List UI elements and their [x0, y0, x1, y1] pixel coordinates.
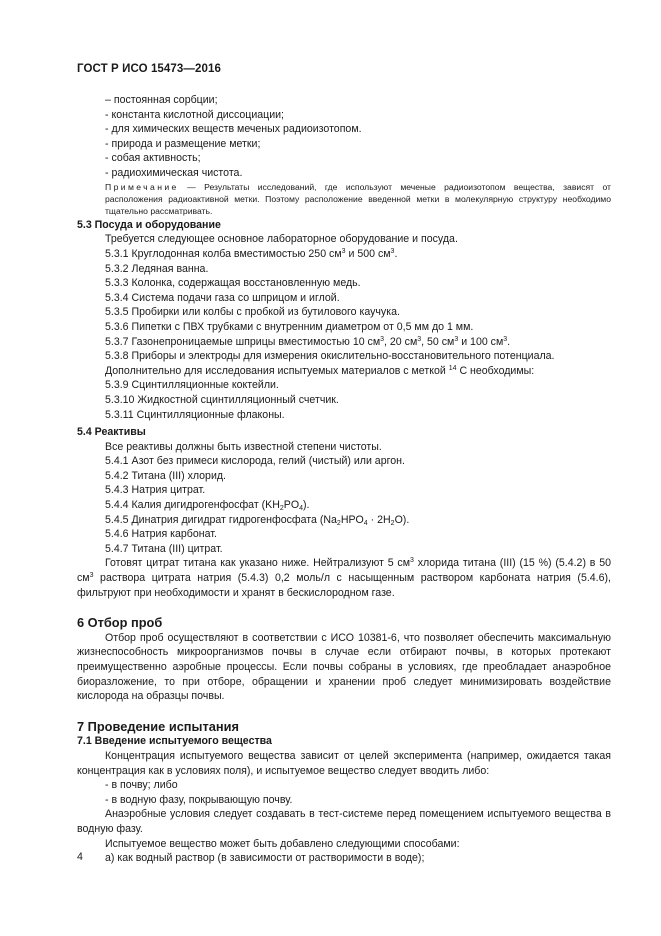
- list-item: 5.3.10 Жидкостной сцинтилляционный счетчик.: [105, 393, 339, 406]
- section-7-1-title: 7.1 Введение испытуемого вещества: [77, 735, 272, 748]
- page-number: 4: [77, 851, 83, 863]
- list-item: - в водную фазу, покрывающую почву.: [105, 793, 293, 806]
- list-item: – постоянная сорбции;: [105, 94, 218, 106]
- paragraph: Требуется следующее основное лабораторное оборудование и посуда.: [105, 233, 458, 246]
- note: [77, 181, 611, 218]
- list-item: 5.4.4 Калия дигидрогенфосфат $(KH_2PO_4)$.: [105, 499, 310, 513]
- section-5-4-title: 5.4 Реактивы: [77, 426, 146, 439]
- list-item: 5.3.6 Пипетки с ПВХ трубками с внутренним диаметром от 0,5 мм до 1 мм.: [105, 320, 474, 333]
- list-item: 5.4.6 Натрия карбонат.: [105, 528, 217, 541]
- list-item: 5.3.7 Газонепроницаемые шприцы вместимостью 10 $см^3$, 20 $см^3$, 50 $см^3$ и 100 $см^3$.: [105, 335, 511, 348]
- page-header: ГОСТ Р ИСО 15473—2016: [77, 63, 222, 75]
- list-item: 5.4.1 Азот без примеси кислорода, гелий (чистый) или аргон.: [105, 455, 405, 468]
- list-item: 5.3.5 Пробирки или колбы с пробкой из бутилового каучука.: [105, 306, 400, 319]
- section-7-title: 7 Проведение испытания: [77, 718, 239, 734]
- paragraph: Анаэробные условия следует создавать в тест-системе перед помещением испытуемого вещества в водную фазу.: [77, 808, 611, 835]
- list-item: 5.4.3 Натрия цитрат.: [105, 484, 206, 497]
- list-item: а) как водный раствор (в зависимости от растворимости в воде);: [105, 852, 425, 865]
- list-item: 5.3.11 Сцинтилляционные флаконы.: [105, 408, 285, 421]
- list-item: - радиохимическая чистота.: [105, 166, 243, 179]
- paragraph: Все реактивы должны быть известной степени чистоты.: [105, 440, 382, 453]
- section-6-title: 6 Отбор проб: [77, 615, 163, 631]
- paragraph: Готовят цитрат титана как указано ниже. Нейтрализуют 5 $см^3$ хлорида титана (III) (15 %) (5.4.2) в 50 $см^3$ раствора цитрата натрия (5.4.3) 0,2 моль/л с насыщенным раствором карбоната натрия (5.4.6), фильтруют при необходимости и хранят в бескислородном газе.: [77, 557, 611, 599]
- paragraph: Концентрация испытуемого вещества зависит от целей эксперимента (например, ожидается такая концентрация как в условиях поля), и испытуемое вещество следует вводить либо:: [77, 749, 611, 777]
- list-item: 5.3.1 Круглодонная колба вместимостью 250 $см^3$ и 500 $см^3$.: [105, 247, 398, 260]
- list-item: - собая активность;: [105, 152, 201, 165]
- list-item: 5.3.3 Колонка, содержащая восстановленную медь.: [105, 277, 361, 290]
- paragraph: Дополнительно для исследования испытуемых материалов с меткой $^{14}$ С необходимы:: [105, 364, 535, 377]
- list-item: - в почву; либо: [105, 779, 178, 792]
- list-item: - природа и размещение метки;: [105, 137, 261, 150]
- list-item: 5.3.8 Приборы и электроды для измерения окислительно-восстановительного потенциала.: [105, 350, 555, 363]
- note-text: — Результаты исследований, где используют меченые радиоизотопом вещества, зависят от расположения радиоактивной метки. Поэтому расположение введенной метки в молекулярную структуру необходимо тщательно рассматривать.: [105, 181, 611, 217]
- paragraph: Испытуемое вещество может быть добавлено следующими способами:: [105, 837, 460, 850]
- list-item: 5.3.4 Система подачи газа со шприцом и иглой.: [105, 291, 340, 304]
- list-item: 5.3.2 Ледяная ванна.: [105, 262, 209, 275]
- list-item: 5.4.7 Титана (III) цитрат.: [105, 542, 223, 555]
- document-body: [77, 93, 611, 866]
- section-5-3-title: 5.3 Посуда и оборудование: [77, 218, 221, 231]
- list-item: 5.3.9 Сцинтилляционные коктейли.: [105, 379, 279, 392]
- list-item: 5.4.2 Титана (III) хлорид.: [105, 469, 226, 482]
- list-item: 5.4.5 Динатрия дигидрат гидрогенфосфата $(Na_2HPO_4 \cdot 2H_2O)$.: [105, 513, 410, 527]
- list-item: - для химических веществ меченых радиоизотопом.: [105, 123, 362, 136]
- list-item: - константа кислотной диссоциации;: [105, 108, 284, 121]
- note-label: Примечание: [105, 181, 179, 192]
- paragraph: Отбор проб осуществляют в соответствии с ИСО 10381-6, что позволяет обеспечить максимальную жизнеспособность микроорганизмов почвы в случае если отбирают почвы, в которых протекают преимущественно аэробные процессы. Если почвы собраны в условиях, где преобладает анаэробное биоразложение, то при отборе, обращении и хранении проб следует минимизировать воздействие кислорода на образцы почвы.: [77, 631, 611, 703]
